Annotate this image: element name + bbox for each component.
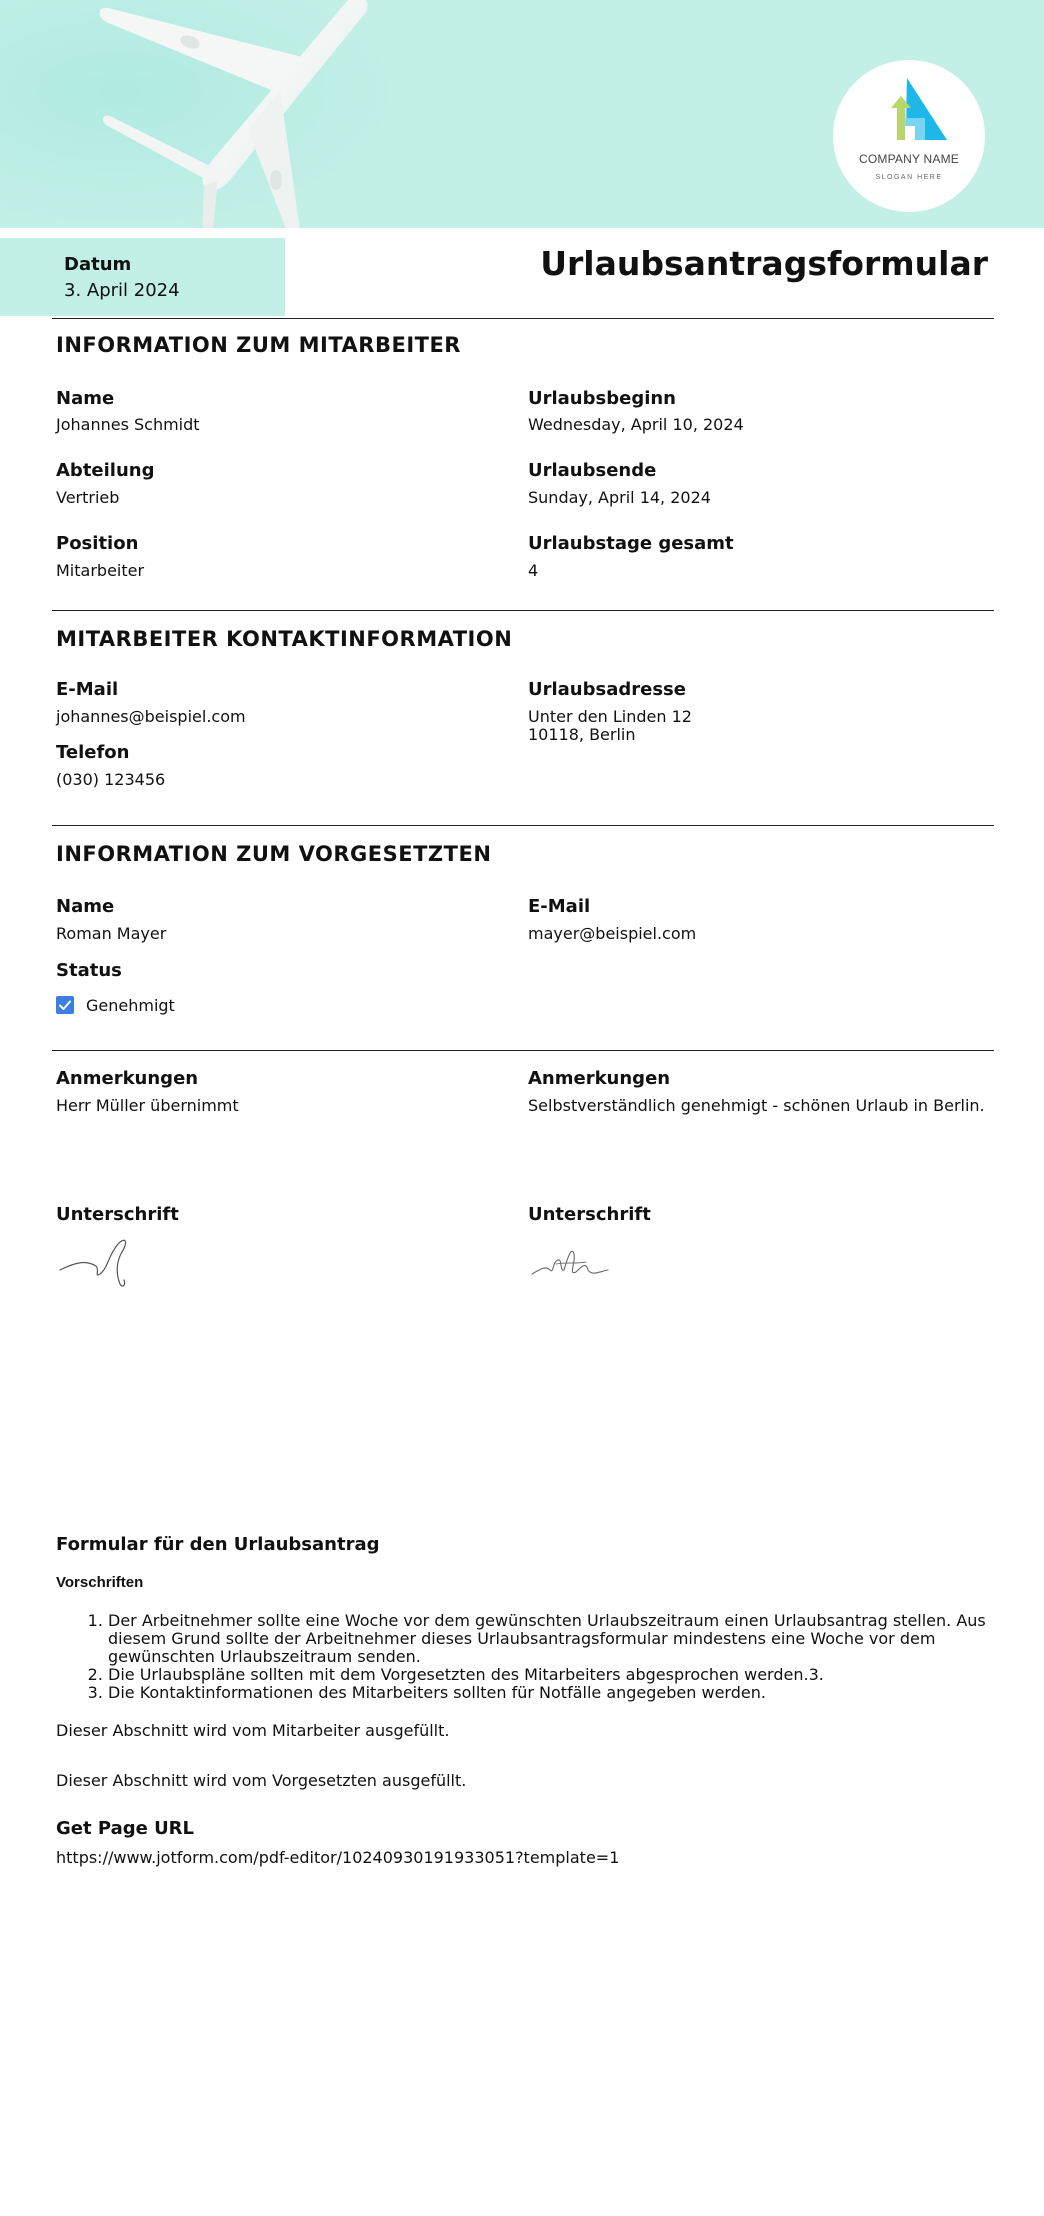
employee-phone-label: Telefon: [56, 742, 130, 763]
document-title: Urlaubsantragsformular: [540, 244, 988, 283]
company-name: COMPANY NAME: [859, 152, 959, 166]
note-supervisor-section: Dieser Abschnitt wird vom Vorgesetzten ausgefüllt.: [56, 1771, 467, 1790]
airplane-image: [80, 0, 400, 228]
divider: [52, 825, 994, 826]
employee-name-label: Name: [56, 388, 115, 409]
page-url-title: Get Page URL: [56, 1818, 195, 1839]
list-item: 1. Der Arbeitnehmer sollte eine Woche vor dem gewünschten Urlaubszeitraum einen Urlaubsantrag stellen. Aus diesem Grund sollte der Arbeitnehmer dieses Urlaubsantragsformular mindestens eine Woche vor dem gewünschten Urlaubszeitraum senden.: [108, 1612, 988, 1666]
employee-phone-value: (030) 123456: [56, 770, 166, 789]
total-days-label: Urlaubstage gesamt: [528, 533, 734, 554]
date-label: Datum: [64, 254, 132, 275]
department-value: Vertrieb: [56, 488, 120, 507]
list-item: 2. Die Urlaubspläne sollten mit dem Vorgesetzten des Mitarbeiters abgesprochen werden.3.: [108, 1666, 988, 1684]
status-checkbox[interactable]: [56, 996, 74, 1014]
list-item: 3. Die Kontaktinformationen des Mitarbeiters sollten für Notfälle angegeben werden.: [108, 1684, 988, 1702]
date-value: 3. April 2024: [64, 280, 180, 301]
vacation-start-label: Urlaubsbeginn: [528, 388, 676, 409]
check-icon: [58, 998, 72, 1012]
supervisor-name-label: Name: [56, 896, 115, 917]
supervisor-remarks-label: Anmerkungen: [528, 1068, 671, 1089]
status-label: Status: [56, 960, 122, 981]
employee-email-label: E-Mail: [56, 679, 119, 700]
position-value: Mitarbeiter: [56, 561, 145, 580]
department-label: Abteilung: [56, 460, 155, 481]
employee-remarks-value: Herr Müller übernimmt: [56, 1096, 239, 1115]
divider: [52, 1050, 994, 1051]
note-employee-section: Dieser Abschnitt wird vom Mitarbeiter ausgefüllt.: [56, 1721, 450, 1740]
total-days-value: 4: [528, 561, 539, 580]
vacation-address-line2: 10118, Berlin: [528, 725, 636, 744]
vacation-end-label: Urlaubsende: [528, 460, 657, 481]
employee-signature: [56, 1232, 146, 1292]
supervisor-email-value: mayer@beispiel.com: [528, 924, 697, 943]
vacation-address-line1: Unter den Linden 12: [528, 707, 692, 726]
section-title-supervisor-info: INFORMATION ZUM VORGESETZTEN: [56, 842, 492, 866]
vacation-start-value: Wednesday, April 10, 2024: [528, 415, 744, 434]
vacation-address-label: Urlaubsadresse: [528, 679, 686, 700]
company-slogan: SLOGAN HERE: [875, 174, 943, 181]
employee-name-value: Johannes Schmidt: [56, 415, 200, 434]
employee-email-value: johannes@beispiel.com: [56, 707, 246, 726]
divider: [52, 610, 994, 611]
supervisor-signature-label: Unterschrift: [528, 1204, 651, 1225]
instructions-title: Formular für den Urlaubsantrag: [56, 1534, 380, 1555]
supervisor-email-label: E-Mail: [528, 896, 591, 917]
page-url-link[interactable]: https://www.jotform.com/pdf-editor/10240930191933051?template=1: [56, 1848, 620, 1867]
supervisor-name-value: Roman Mayer: [56, 924, 167, 943]
employee-remarks-label: Anmerkungen: [56, 1068, 199, 1089]
employee-signature-label: Unterschrift: [56, 1204, 179, 1225]
status-value: Genehmigt: [86, 996, 175, 1015]
vacation-end-value: Sunday, April 14, 2024: [528, 488, 711, 507]
divider: [52, 318, 994, 319]
instructions-subtitle: Vorschriften: [56, 1574, 144, 1591]
date-box: [0, 238, 285, 316]
company-logo-icon: [877, 78, 947, 144]
company-logo: [833, 60, 985, 212]
rules-list: [108, 1612, 988, 1702]
section-title-employee-contact: MITARBEITER KONTAKTINFORMATION: [56, 627, 513, 651]
section-title-employee-info: INFORMATION ZUM MITARBEITER: [56, 333, 461, 357]
supervisor-remarks-value: Selbstverständlich genehmigt - schönen Urlaub in Berlin.: [528, 1096, 985, 1115]
supervisor-signature: [528, 1232, 618, 1292]
position-label: Position: [56, 533, 139, 554]
header-banner: [0, 0, 1044, 228]
